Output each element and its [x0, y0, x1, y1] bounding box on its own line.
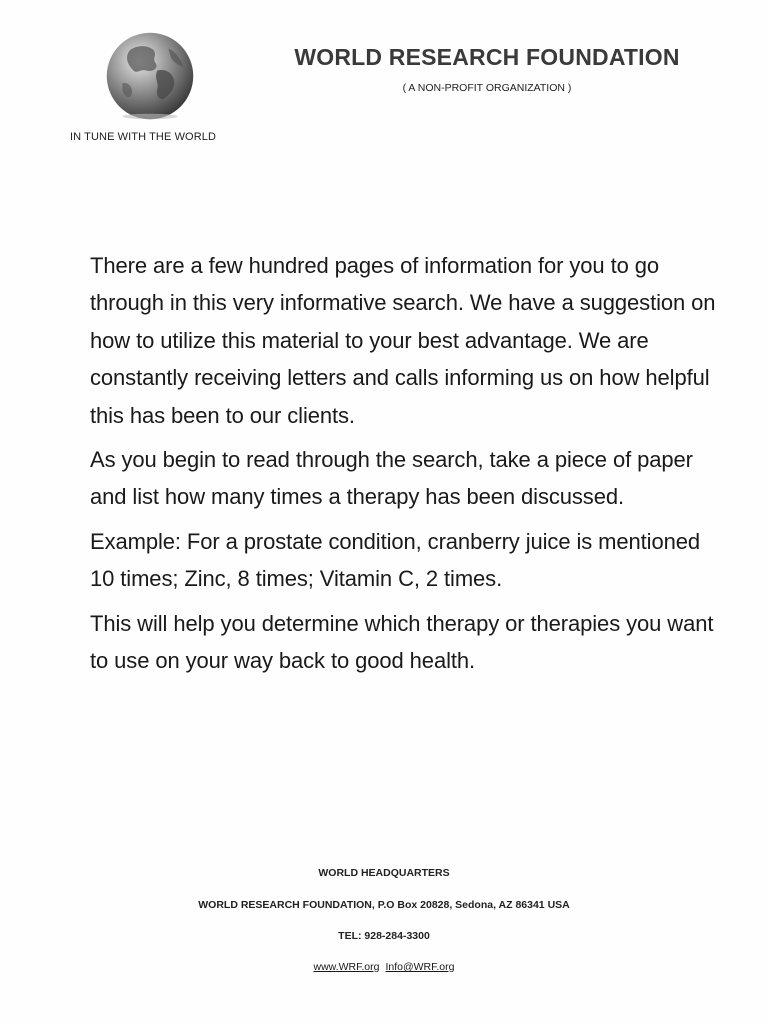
logo-tagline: IN TUNE WITH THE WORLD	[70, 131, 217, 143]
organization-title: WORLD RESEARCH FOUNDATION	[294, 44, 680, 70]
globe-icon	[104, 30, 196, 122]
letter-body	[90, 247, 730, 686]
footer	[0, 865, 768, 990]
body-paragraph: This will help you determine which therapy or therapies you want to use on your way back to good health.	[90, 610, 714, 674]
footer-address: WORLD RESEARCH FOUNDATION, P.O Box 20828, Sedona, AZ 86341 USA	[198, 899, 570, 911]
body-paragraph: Example: For a prostate condition, cranberry juice is mentioned 10 times; Zinc, 8 times; Vitamin C, 2 times.	[90, 528, 701, 592]
footer-heading: WORLD HEADQUARTERS	[318, 867, 450, 879]
organization-subtitle: ( A NON-PROFIT ORGANIZATION )	[402, 82, 572, 94]
body-paragraph: There are a few hundred pages of information for you to go through in this very informative search. We have a suggestion on how to utilize this material to your best advantage. We are constantly receiving letters and calls informing us on how helpful this has been to our clients.	[90, 253, 716, 428]
website-link[interactable]: www.WRF.org	[313, 961, 380, 973]
footer-links	[0, 959, 768, 990]
footer-telephone: TEL: 928-284-3300	[338, 930, 430, 942]
body-paragraph: As you begin to read through the search, take a piece of paper and list how many times a therapy has been discussed.	[90, 447, 693, 510]
email-link[interactable]: Info@WRF.org	[385, 961, 455, 973]
